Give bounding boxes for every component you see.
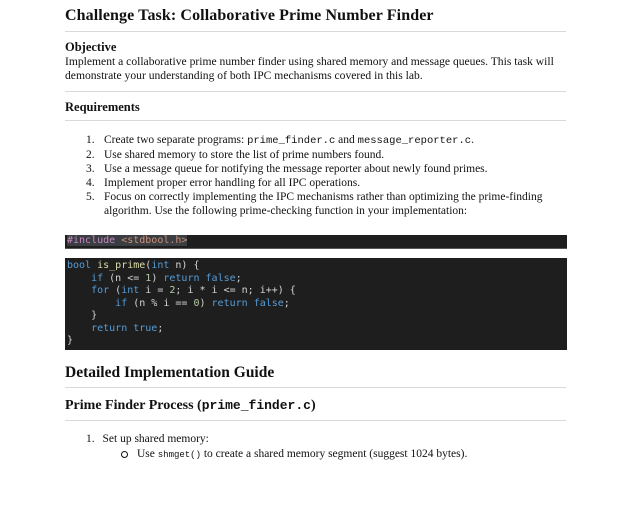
requirement-text: Focus on correctly implementing the IPC mechanisms rather than optimizing the prime-finding algorithm. Use the following prime-checking function in your implementation: xyxy=(104,191,543,217)
code-line: } xyxy=(67,310,98,321)
requirement-number: 5. xyxy=(86,191,95,203)
code-line: return true; xyxy=(91,322,164,334)
objective-text: Implement a collaborative prime number finder using shared memory and message queues. This task will demonstrate your understanding of both IPC mechanisms covered in this lab. xyxy=(65,55,554,82)
subheading-code: prime_finder.c xyxy=(201,398,311,413)
code-line: } xyxy=(67,335,74,346)
inline-code: prime_finder.c xyxy=(247,135,336,147)
bullet-text: to create a shared memory segment (suggest 1024 bytes). xyxy=(200,448,468,460)
requirement-text: . xyxy=(471,134,474,146)
requirement-item xyxy=(86,148,556,162)
guide-bullet xyxy=(121,447,467,462)
code-block-function xyxy=(65,258,567,350)
subheading-text: Prime Finder Process ( xyxy=(65,398,202,413)
step-number: 1. xyxy=(86,433,95,445)
step-text: Set up shared memory: xyxy=(102,433,209,445)
requirements-divider xyxy=(65,120,566,121)
requirements-heading: Requirements xyxy=(65,100,140,114)
guide-step xyxy=(86,432,209,446)
requirement-text: Create two separate programs: xyxy=(104,134,248,146)
requirement-item xyxy=(86,162,556,176)
bullet-text: Use xyxy=(137,448,158,460)
page-title: Challenge Task: Collaborative Prime Number Finder xyxy=(65,7,434,24)
requirement-number: 3. xyxy=(86,163,95,175)
requirement-text: Use shared memory to store the list of prime numbers found. xyxy=(104,149,385,161)
code-line xyxy=(65,235,567,248)
bullet-icon xyxy=(121,451,128,458)
code-block-include xyxy=(65,235,567,249)
objective-divider xyxy=(65,91,566,92)
requirement-text: and xyxy=(335,134,358,146)
requirement-text: Implement proper error handling for all IPC operations. xyxy=(104,177,361,189)
requirement-text: Use a message queue for notifying the message reporter about newly found primes. xyxy=(104,163,488,175)
requirement-number: 4. xyxy=(86,177,95,189)
inline-code: shmget() xyxy=(157,450,201,460)
guide-subheading xyxy=(65,398,316,414)
guide-heading: Detailed Implementation Guide xyxy=(65,364,275,381)
code-line: for (int i = 2; i * i <= n; i++) { xyxy=(91,285,296,296)
code-line: bool is_prime(int n) { xyxy=(67,260,200,271)
requirements-list xyxy=(86,133,556,218)
title-divider xyxy=(65,31,566,32)
subheading-divider xyxy=(65,420,566,421)
requirement-number: 1. xyxy=(86,134,95,146)
code-line: if (n <= 1) return false; xyxy=(91,272,242,284)
code-line: if (n % i == 0) return false; xyxy=(115,297,290,309)
requirement-item xyxy=(86,133,556,148)
requirement-number: 2. xyxy=(86,149,95,161)
subheading-text: ) xyxy=(310,398,316,413)
requirement-item xyxy=(86,176,556,190)
include-directive: #include <stdbool.h> xyxy=(67,235,188,246)
objective-heading: Objective xyxy=(65,40,117,54)
requirement-item xyxy=(86,190,556,218)
inline-code: message_reporter.c xyxy=(357,135,472,147)
code-lines xyxy=(65,260,567,348)
guide-divider xyxy=(65,387,566,388)
